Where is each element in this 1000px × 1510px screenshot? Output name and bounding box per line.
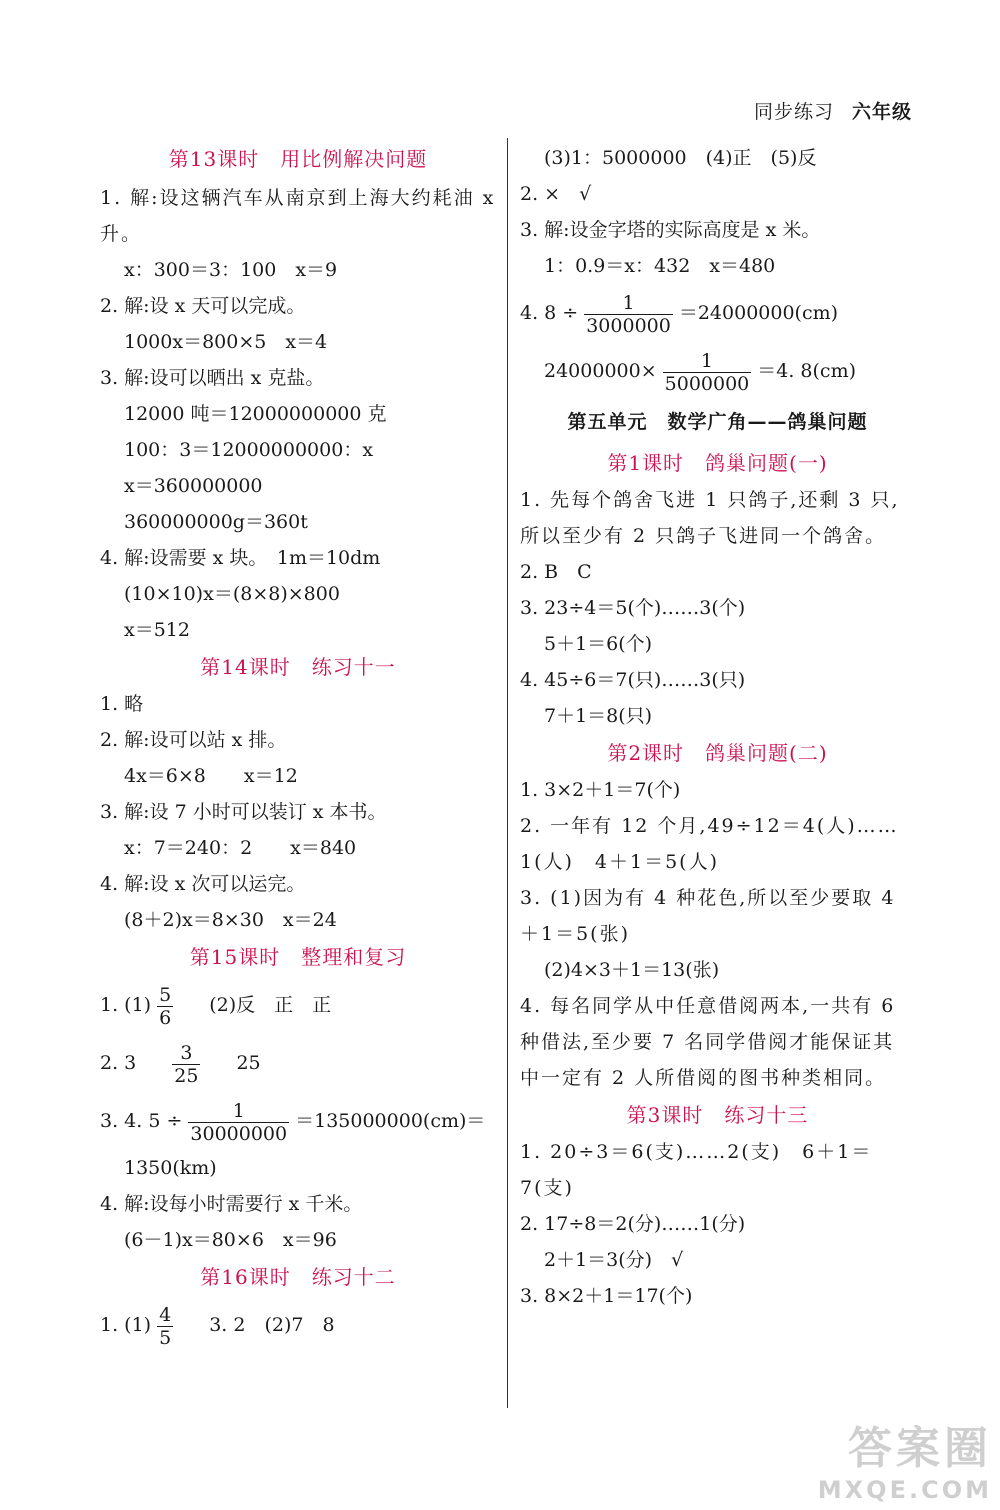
fraction <box>663 350 752 395</box>
watermark-logo-text: 答案圈 <box>848 1423 992 1474</box>
answer-line: (6－1)x＝80×6 x＝96 <box>124 1229 337 1251</box>
denominator: 6 <box>159 1006 172 1029</box>
answer-line: 4. 每名同学从中任意借阅两本,一共有 6 种借法,至少要 7 名同学借阅才能保证其中一定有 2 人所借阅的图书种类相同。 <box>520 995 896 1089</box>
denominator: 25 <box>174 1064 199 1087</box>
answer-line: 2. B C <box>520 561 592 583</box>
answer-line: 1. 解:设这辆汽车从南京到上海大约耗油 x 升。 <box>100 187 496 245</box>
answer-text: ＝135000000(cm)＝ <box>295 1110 486 1132</box>
denominator: 5000000 <box>664 372 750 395</box>
denominator: 3000000 <box>586 314 671 337</box>
answer-line: 7＋1＝8(只) <box>544 705 653 727</box>
answer-line: 3. 解:设可以晒出 x 克盐。 <box>100 367 325 389</box>
right-column <box>520 140 915 1314</box>
section-title-16: 第16课时 练习十二 <box>200 1265 396 1289</box>
column-divider <box>507 138 508 1408</box>
answer-line <box>100 1092 496 1150</box>
answer-line: 4x＝6×8 x＝12 <box>124 765 298 787</box>
answer-line: (3)1：5000000 (4)正 (5)反 <box>544 147 817 169</box>
answer-text: 2. 3 <box>100 1052 137 1074</box>
subject-label: 同步练习 <box>753 101 834 123</box>
answer-line: 12000 吨＝12000000000 克 <box>124 403 387 425</box>
answer-text: 1. (1) <box>100 994 152 1016</box>
answer-line: 4. 45÷6＝7(只)……3(只) <box>520 669 746 691</box>
answer-line: 1000x＝800×5 x＝4 <box>124 331 328 353</box>
site-watermark <box>772 1412 992 1502</box>
answer-text: 3. 2 (2)7 8 <box>209 1314 335 1336</box>
answer-line: 3. 解:设 7 小时可以装订 x 本书。 <box>100 801 387 823</box>
answer-line <box>520 342 915 400</box>
fraction <box>157 1304 173 1349</box>
answer-line: 2. 解:设 x 天可以完成。 <box>100 295 306 317</box>
numerator: 5 <box>159 983 172 1006</box>
answer-line: 5＋1＝6(个) <box>544 633 653 655</box>
answer-line: 360000000g＝360t <box>124 511 308 533</box>
section-title-c2: 第2课时 鸽巢问题(二) <box>607 741 828 765</box>
answer-line: 1. 先每个鸽舍飞进 1 只鸽子,还剩 3 只,所以至少有 2 只鸽子飞进同一个鸽舍。 <box>520 489 900 547</box>
answer-text: 4. 8 ÷ <box>520 302 579 324</box>
fraction <box>188 1100 289 1145</box>
answer-text: 25 <box>236 1052 261 1074</box>
grade-label: 六年级 <box>851 101 912 123</box>
answer-line: 2＋1＝3(分) √ <box>544 1249 684 1271</box>
answer-text: 24000000× <box>544 360 657 382</box>
answer-text: ＝4. 8(cm) <box>757 360 857 382</box>
answer-line: 3. 解:设金字塔的实际高度是 x 米。 <box>520 219 821 241</box>
denominator: 30000000 <box>190 1122 288 1145</box>
answer-line: (8＋2)x＝8×30 x＝24 <box>124 909 337 931</box>
fraction <box>172 1042 200 1087</box>
answer-line: 2. 解:设可以站 x 排。 <box>100 729 287 751</box>
answer-line: 1. 3×2＋1＝7(个) <box>520 779 681 801</box>
unit-title: 第五单元 数学广角——鸽巢问题 <box>567 411 868 433</box>
answer-line: 4. 解:设每小时需要行 x 千米。 <box>100 1193 363 1215</box>
answer-text: 3. 4. 5 ÷ <box>100 1110 183 1132</box>
answer-text: ＝24000000(cm) <box>678 302 839 324</box>
page-header <box>754 97 912 124</box>
answer-line: 1350(km) <box>124 1157 217 1179</box>
answer-line: 4. 解:设 x 次可以运完。 <box>100 873 306 895</box>
answer-line: (2)4×3＋1＝13(张) <box>544 959 720 981</box>
numerator: 4 <box>159 1303 172 1326</box>
section-title-15: 第15课时 整理和复习 <box>189 945 407 969</box>
numerator: 1 <box>663 350 752 373</box>
watermark-domain: MXQE.COM <box>817 1476 992 1504</box>
answer-line <box>520 284 915 342</box>
answer-line: x＝360000000 <box>124 475 263 497</box>
answer-line <box>100 976 496 1034</box>
answer-line: 3. 8×2＋1＝17(个) <box>520 1285 693 1307</box>
section-title-13: 第13课时 用比例解决问题 <box>168 147 428 171</box>
answer-line: 2. × √ <box>520 183 592 205</box>
fraction <box>157 984 173 1029</box>
left-column <box>100 140 496 1354</box>
fraction <box>584 292 673 337</box>
answer-line: 3. 23÷4＝5(个)……3(个) <box>520 597 746 619</box>
answer-line: 100：3＝12000000000：x <box>124 439 374 461</box>
section-title-c1: 第1课时 鸽巢问题(一) <box>607 451 828 475</box>
answer-line: x＝512 <box>124 619 190 641</box>
answer-line: 1. 20÷3＝6(支)……2(支) 6＋1＝7(支) <box>520 1141 873 1199</box>
answer-line: 4. 解:设需要 x 块。 1m＝10dm <box>100 547 381 569</box>
numerator: 1 <box>584 292 673 315</box>
answer-text: (2)反 正 正 <box>209 994 332 1016</box>
numerator: 3 <box>172 1042 200 1065</box>
section-title-c3: 第3课时 练习十三 <box>626 1103 809 1127</box>
answer-text: 1. (1) <box>100 1314 152 1336</box>
numerator: 1 <box>188 1100 289 1123</box>
answer-line: 1：0.9＝x：432 x＝480 <box>544 255 776 277</box>
answer-line <box>100 1034 496 1092</box>
answer-line: 2. 17÷8＝2(分)……1(分) <box>520 1213 746 1235</box>
answer-line: x：7＝240：2 x＝840 <box>124 837 357 859</box>
answer-line: 1. 略 <box>100 693 144 715</box>
answer-line: 3. (1)因为有 4 种花色,所以至少要取 4＋1＝5(张) <box>520 887 896 945</box>
answer-line: (10×10)x＝(8×8)×800 <box>124 583 340 605</box>
answer-line <box>100 1296 496 1354</box>
section-title-14: 第14课时 练习十一 <box>200 655 396 679</box>
answer-line: x：300＝3：100 x＝9 <box>124 259 338 281</box>
answer-line: 2. 一年有 12 个月,49÷12＝4(人)……1(人) 4＋1＝5(人) <box>520 815 899 873</box>
denominator: 5 <box>159 1326 172 1349</box>
